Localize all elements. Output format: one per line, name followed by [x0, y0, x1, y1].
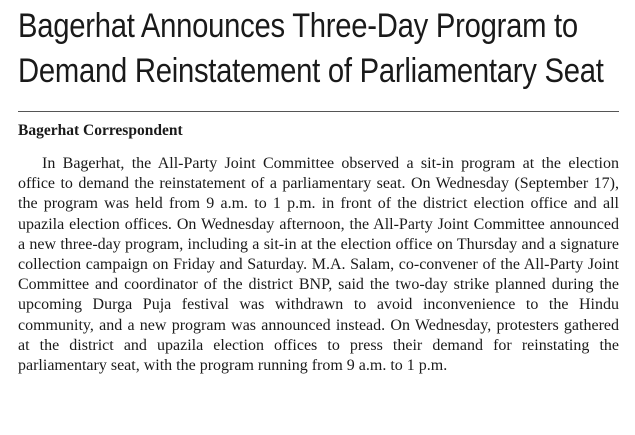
article-body: In Bagerhat, the All-Party Joint Committee observed a sit-in program at the election office to demand the reinstatement of a parliamentary seat. On Wednesday (September 17), the program was held from 9 a.m. to 1 p.m. in front of the district election office and all upazila election offices. On Wednesday afternoon, the All-Party Joint Committee announced a new three-day program, including a sit-in at the election office on Thursday and a signature collection campaign on Friday and Saturday. M.A. Salam, co-convener of the All-Party Joint Committee and coordinator of the district BNP, said the two-day strike planned during the upcoming Durga Puja festival was withdrawn to avoid inconvenience to the Hindu community, and a new program was announced instead. On Wednesday, protesters gathered at the district and upazila election offices to press their demand for reinstating the parliamentary seat, with the program running from 9 a.m. to 1 p.m.: [18, 155, 619, 375]
news-article: [18, 4, 619, 375]
headline-divider: [18, 111, 619, 112]
headline: [18, 4, 620, 94]
byline: Bagerhat Correspondent: [18, 122, 183, 139]
headline-line-1: Bagerhat Announces Three-Day Program to: [18, 7, 578, 45]
headline-line-2: Demand Reinstatement of Parliamentary Seat: [18, 52, 604, 90]
